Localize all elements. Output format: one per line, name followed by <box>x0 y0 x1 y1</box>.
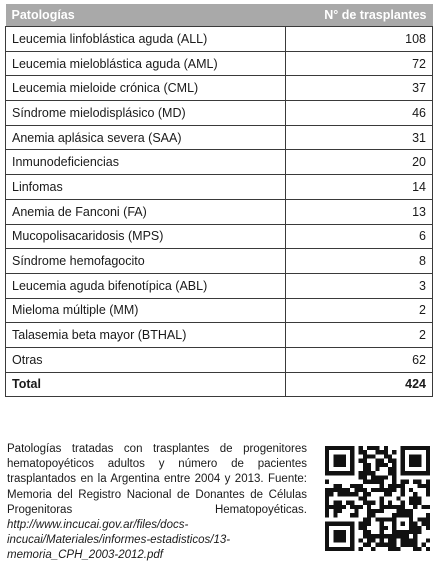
table-row <box>6 125 433 150</box>
pathology-cell: Anemia aplásica severa (SAA) <box>6 125 286 150</box>
pathology-cell: Otras <box>6 347 286 372</box>
pathology-cell: Síndrome mielodisplásico (MD) <box>6 101 286 126</box>
header-pathologies: Patologías <box>6 4 286 27</box>
table-row <box>6 249 433 274</box>
pathology-cell: Síndrome hemofagocito <box>6 249 286 274</box>
transplant-count-cell: 62 <box>286 347 433 372</box>
pathology-cell: Leucemia aguda bifenotípica (ABL) <box>6 273 286 298</box>
figure-caption <box>7 442 307 564</box>
transplant-count-cell: 8 <box>286 249 433 274</box>
table-row <box>6 76 433 101</box>
transplant-count-cell: 3 <box>286 273 433 298</box>
transplant-count-cell: 13 <box>286 199 433 224</box>
table-row <box>6 199 433 224</box>
table-row <box>6 101 433 126</box>
transplant-count-cell: 6 <box>286 224 433 249</box>
table-row <box>6 150 433 175</box>
table-row <box>6 27 433 52</box>
pathology-cell: Mucopolisacaridosis (MPS) <box>6 224 286 249</box>
caption-url[interactable]: http://www.incucai.gov.ar/files/docs-incucai/Materiales/informes-estadisticos/13-memoria_CPH_2003-2012.pdf <box>7 519 231 562</box>
transplant-count-cell: 37 <box>286 76 433 101</box>
transplant-table <box>5 4 433 397</box>
pathology-cell: Leucemia linfoblástica aguda (ALL) <box>6 27 286 52</box>
table-row <box>6 298 433 323</box>
total-label-cell: Total <box>6 372 286 397</box>
caption-text: Patologías tratadas con trasplantes de progenitores hematopoyéticos adultos y número de pacientes trasplantados en la Argentina entre 2004 y 2013. Fuente: Memoria del Registro Nacional de Donantes de Células Progenitoras Hematopoyéticas. <box>7 443 307 516</box>
header-transplants: N° de trasplantes <box>286 4 433 27</box>
table-row <box>6 175 433 200</box>
total-value-cell: 424 <box>286 372 433 397</box>
table-row <box>6 323 433 348</box>
table-row <box>6 273 433 298</box>
pathology-cell: Inmunodeficiencias <box>6 150 286 175</box>
table-row <box>6 224 433 249</box>
total-row <box>6 372 433 397</box>
transplant-count-cell: 14 <box>286 175 433 200</box>
table-row <box>6 347 433 372</box>
transplant-count-cell: 72 <box>286 51 433 76</box>
transplant-count-cell: 108 <box>286 27 433 52</box>
pathology-cell: Talasemia beta mayor (BTHAL) <box>6 323 286 348</box>
transplant-count-cell: 2 <box>286 323 433 348</box>
pathology-cell: Leucemia mieloide crónica (CML) <box>6 76 286 101</box>
table-row <box>6 51 433 76</box>
qr-code-icon <box>325 446 430 551</box>
pathology-cell: Leucemia mieloblástica aguda (AML) <box>6 51 286 76</box>
pathology-cell: Linfomas <box>6 175 286 200</box>
transplant-count-cell: 31 <box>286 125 433 150</box>
table-header-row <box>6 4 433 27</box>
transplant-count-cell: 2 <box>286 298 433 323</box>
pathology-cell: Mieloma múltiple (MM) <box>6 298 286 323</box>
transplant-table-container <box>5 4 433 397</box>
transplant-count-cell: 46 <box>286 101 433 126</box>
transplant-count-cell: 20 <box>286 150 433 175</box>
pathology-cell: Anemia de Fanconi (FA) <box>6 199 286 224</box>
